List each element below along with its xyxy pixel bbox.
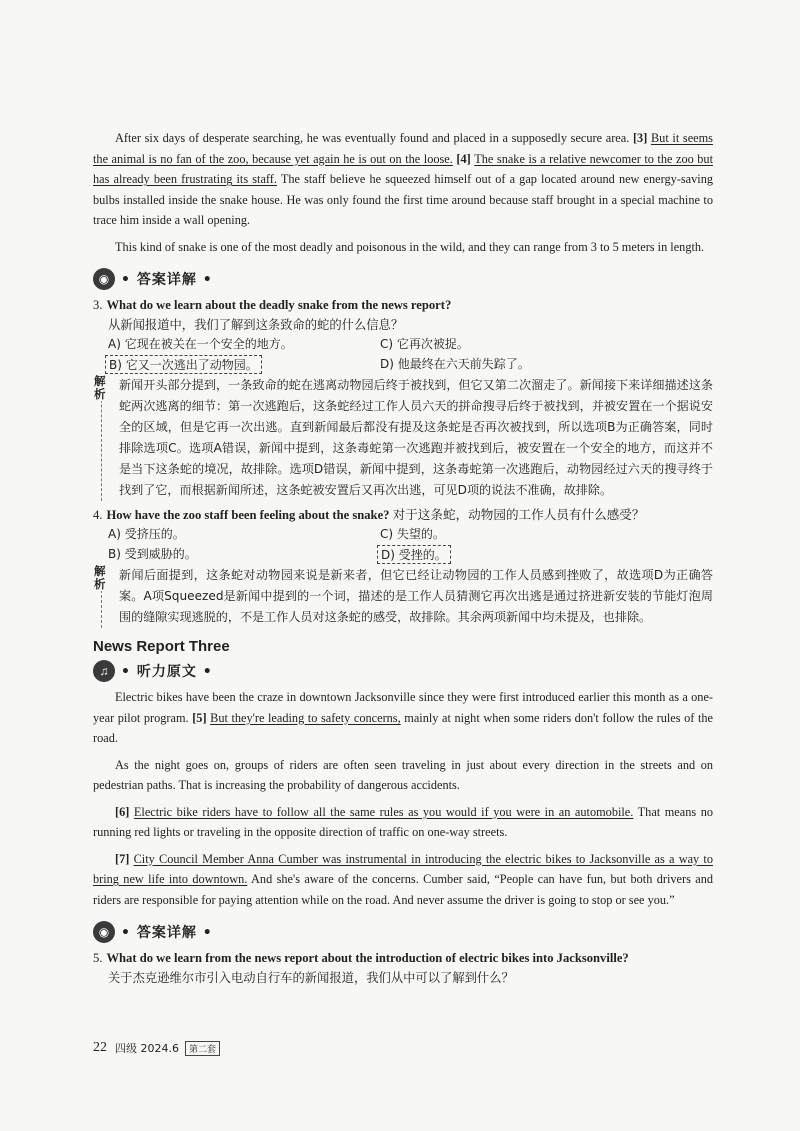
answers-banner [93,920,713,944]
banner-title: • 答案详解 • [121,272,213,288]
underlined-sentence-5: But they're leading to safety concerns, [210,710,401,725]
answers-banner [93,267,713,291]
question-3: 3. What do we learn about the deadly snake from the news report? [93,298,452,312]
passage-paragraph: As the night goes on, groups of riders are often seen traveling in just about every direction in the streets and on pedestrian paths. That is increasing the probability of dangerous accidents. [93,757,713,792]
headphones-icon: ♫ [93,660,115,682]
question-4: 4. How have the zoo staff been feeling about the snake? 对于这条蛇，动物园的工作人员有什么感受？ [93,507,645,522]
marker-3: [3] [632,131,651,145]
analysis-label: 解析 [94,374,106,401]
passage-paragraph: [7] City Council Member Anna Cumber was instrumental in introducing the electric bikes to Jacksonville as a way to bring new life into downtown. And she's aware of the concerns. Cumber said, “People can have fun, but both drivers and riders are responsible for paying attention while on the road. And never assume the driver is going to stop or see you.” [93,851,713,907]
issue-badge: 第二套 [185,1041,220,1056]
option-a[interactable]: A) 它现在被关在一个安全的地方。 [108,337,293,351]
analysis-label: 解析 [94,564,106,591]
page-number: 22 [93,1040,107,1055]
marker-4: [4] [452,151,475,166]
lightbulb-icon: ◉ [93,268,115,290]
option-b-correct[interactable]: B) 它又一次逃出了动物园。 [105,355,262,374]
transcript-banner [93,659,713,683]
underlined-sentence-3: But it seems the animal is no fan of the zoo, because yet again he is out on the loose. [93,131,713,166]
question-5-translation: 关于杰克逊维尔市引入电动自行车的新闻报道，我们从中可以了解到什么？ [108,971,514,985]
page-footer [93,1040,220,1056]
option-c[interactable]: C) 它再次被捉。 [380,337,469,351]
lightbulb-icon: ◉ [93,921,115,943]
option-d-correct[interactable]: D) 受挫的。 [377,545,451,564]
option-a[interactable]: A) 受挤压的。 [108,527,185,541]
passage-paragraph: Electric bikes have been the craze in downtown Jacksonville since they were first introduced earlier this month as a one-year pilot program. [5] But they're leading to safety concerns, mainly at night when some riders don't follow the rules of the road. [93,690,713,745]
underlined-sentence-7: City Council Member Anna Cumber was instrumental in introducing the electric bikes to Jacksonville as a way to bring new life into downtown. [93,851,713,886]
marker-7: [7] [115,851,134,866]
option-b[interactable]: B) 受到威胁的。 [108,547,197,561]
publication: 四级 2024.6 [115,1042,179,1055]
section-title: News Report Three [93,638,230,655]
marker-6: [6] [115,804,134,819]
text: The staff believe he squeezed himself out of a gap located around new energy-saving bulbs installed inside the snake house. He was only found the first time around because staff brought in a special machine to trace him inside a wall opening. [93,172,713,227]
banner-title: • 答案详解 • [121,925,213,941]
passage-paragraph [93,128,713,231]
passage-paragraph: [6] Electric bike riders have to follow all the same rules as you would if you were in an automobile. That means no running red lights or traveling in the opposite direction of traffic on one-way streets. [93,804,714,839]
analysis-text: 新闻开头部分提到，一条致命的蛇在逃离动物园后终于被找到，但它又第二次溜走了。新闻接下来详细描述这条蛇两次逃离的细节：第一次逃跑后，这条蛇经过工作人员六天的拼命搜寻后终于被找到，并被安置在一个据说安全的区域，但是它再一次出逃。直到新闻最后都没有提及这条蛇是否再次被找到，所以选项B为正确答案，同时排除选项C。选项A错误，新闻中提到，这条毒蛇第一次逃跑并被找到后，被安置在一个安全的地方，而这并不是当下这条蛇的境况，故排除。选项D错误，新闻中提到，这条毒蛇第一次逃跑后，动物园经过六天的搜寻终于找到了它，而根据新闻所述，这条蛇被安置后又再次出逃，可见D项的说法不准确，故排除。 [119,378,713,497]
question-3-translation: 从新闻报道中，我们了解到这条致命的蛇的什么信息？ [108,318,404,332]
question-3-options [108,335,713,375]
marker-5: [5] [192,710,211,725]
analysis-text: 新闻后面提到，这条蛇对动物园来说是新来者，但它已经让动物园的工作人员感到挫败了，故选项D为正确答案。A项Squeezed是新闻中提到的一个词，描述的是工作人员猜测它再次出逃是通过挤进新安装的节能灯泡周围的缝隙实现逃脱的，不是工作人员对这条蛇的感受，故排除。其余两项新闻中均未提及，也排除。 [119,568,713,624]
analysis-4 [94,564,713,628]
option-d[interactable]: D) 他最终在六天前失踪了。 [380,357,530,371]
underlined-sentence-6: Electric bike riders have to follow all the same rules as you would if you were in an automobile. [133,804,634,819]
analysis-3 [94,374,713,501]
underlined-sentence-4: The snake is a relative newcomer to the zoo but has already been frustrating its staff. [93,151,713,186]
text: After six days of desperate searching, he was eventually found and placed in a supposedly secure area. [115,131,633,145]
question-5: 5. What do we learn from the news report about the introduction of electric bikes into Jacksonville? [93,951,629,965]
option-c[interactable]: C) 失望的。 [380,527,445,541]
passage-paragraph: This kind of snake is one of the most deadly and poisonous in the wild, and they can range from 3 to 5 meters in length. [115,239,705,254]
question-4-options [108,525,713,565]
page-content [93,128,713,988]
banner-title: • 听力原文 • [121,664,213,680]
